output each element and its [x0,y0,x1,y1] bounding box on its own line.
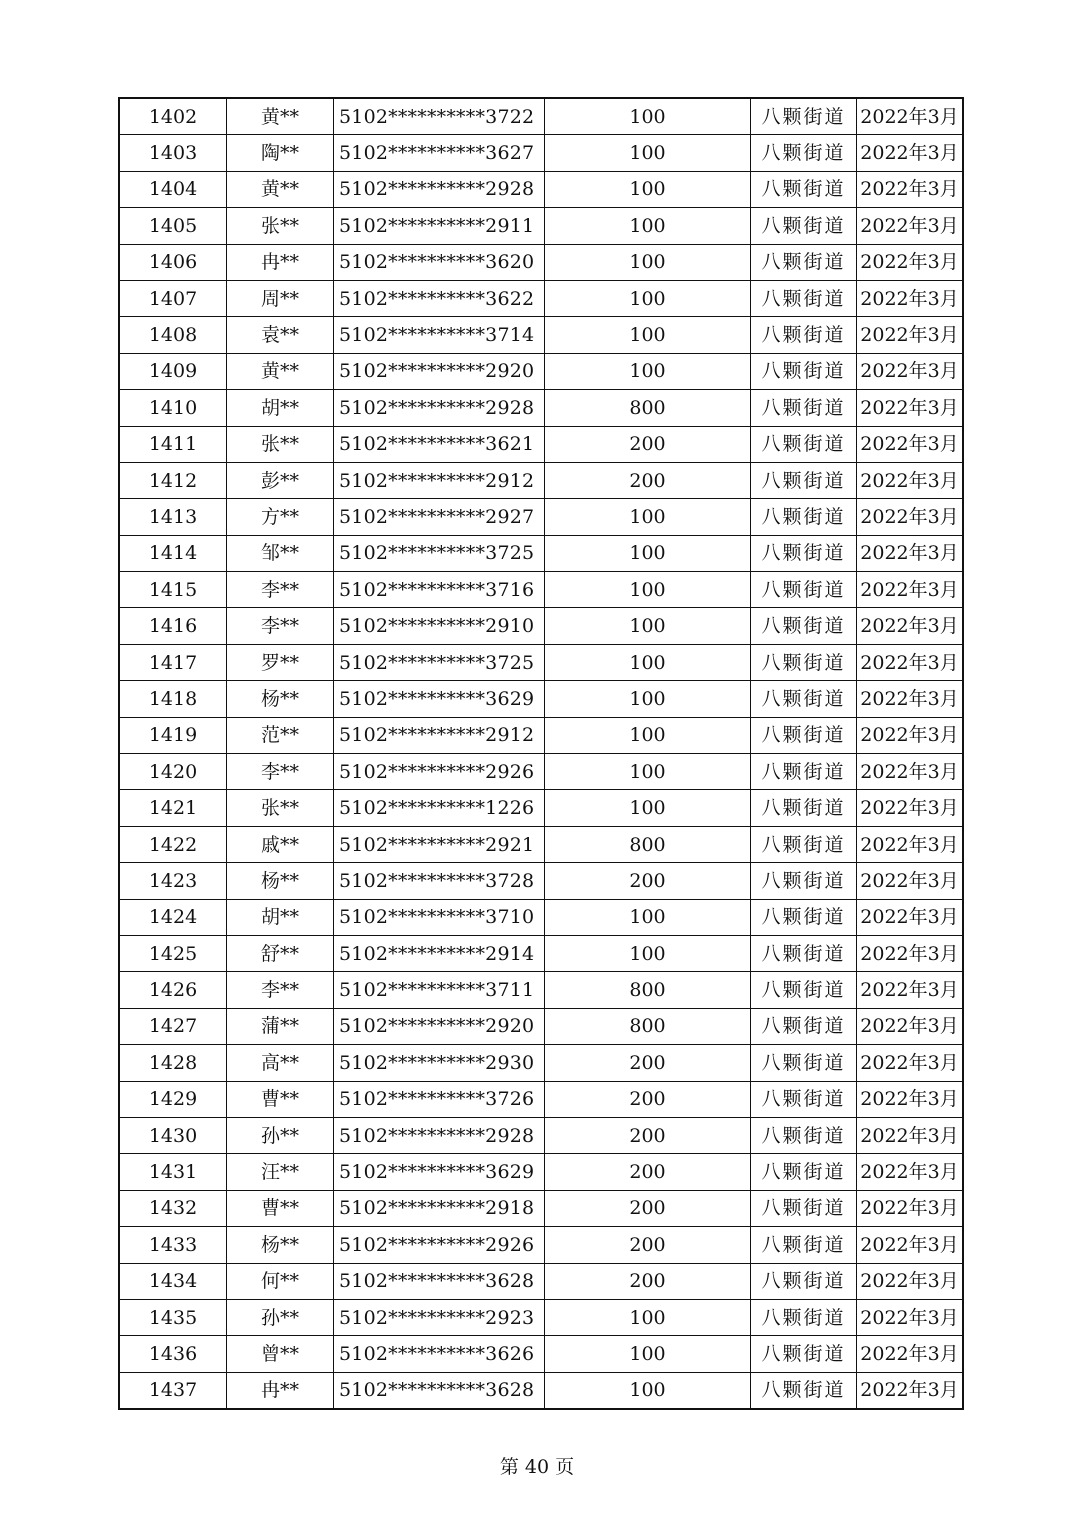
cell-id-number: 5102**********2928 [334,390,545,426]
cell-street: 八颗街道 [751,1008,857,1044]
table-row [119,717,963,753]
cell-amount: 800 [545,972,751,1008]
cell-id-number: 5102**********2920 [334,353,545,389]
cell-amount: 100 [545,899,751,935]
cell-street: 八颗街道 [751,1081,857,1117]
cell-name: 冉** [227,1372,334,1409]
cell-amount: 100 [545,280,751,316]
cell-name: 罗** [227,644,334,680]
cell-street: 八颗街道 [751,1154,857,1190]
cell-date: 2022年3月 [857,572,964,608]
cell-serial-number: 1432 [119,1190,227,1226]
cell-name: 李** [227,754,334,790]
table-row [119,790,963,826]
cell-id-number: 5102**********3725 [334,644,545,680]
cell-amount: 100 [545,572,751,608]
cell-serial-number: 1425 [119,935,227,971]
cell-amount: 200 [545,1081,751,1117]
cell-amount: 800 [545,390,751,426]
cell-id-number: 5102**********3626 [334,1336,545,1372]
cell-amount: 100 [545,353,751,389]
cell-serial-number: 1437 [119,1372,227,1409]
cell-serial-number: 1421 [119,790,227,826]
cell-name: 孙** [227,1299,334,1335]
cell-amount: 200 [545,863,751,899]
cell-serial-number: 1419 [119,717,227,753]
cell-date: 2022年3月 [857,390,964,426]
cell-amount: 100 [545,681,751,717]
cell-name: 黄** [227,98,334,135]
cell-name: 李** [227,608,334,644]
cell-street: 八颗街道 [751,863,857,899]
cell-date: 2022年3月 [857,1299,964,1335]
cell-date: 2022年3月 [857,171,964,207]
cell-serial-number: 1415 [119,572,227,608]
cell-name: 曾** [227,1336,334,1372]
cell-serial-number: 1430 [119,1117,227,1153]
cell-id-number: 5102**********2930 [334,1045,545,1081]
cell-date: 2022年3月 [857,280,964,316]
cell-serial-number: 1420 [119,754,227,790]
cell-name: 曹** [227,1081,334,1117]
cell-street: 八颗街道 [751,899,857,935]
cell-name: 张** [227,426,334,462]
cell-id-number: 5102**********3621 [334,426,545,462]
cell-name: 孙** [227,1117,334,1153]
cell-id-number: 5102**********2911 [334,208,545,244]
cell-date: 2022年3月 [857,1336,964,1372]
cell-id-number: 5102**********3620 [334,244,545,280]
cell-date: 2022年3月 [857,899,964,935]
cell-id-number: 5102**********2918 [334,1190,545,1226]
cell-street: 八颗街道 [751,535,857,571]
table-row [119,1081,963,1117]
cell-serial-number: 1410 [119,390,227,426]
cell-date: 2022年3月 [857,317,964,353]
cell-street: 八颗街道 [751,426,857,462]
cell-street: 八颗街道 [751,826,857,862]
cell-serial-number: 1414 [119,535,227,571]
table-row [119,1336,963,1372]
cell-amount: 200 [545,426,751,462]
cell-date: 2022年3月 [857,1081,964,1117]
cell-name: 胡** [227,390,334,426]
cell-id-number: 5102**********2927 [334,499,545,535]
table-row [119,1263,963,1299]
cell-serial-number: 1418 [119,681,227,717]
cell-street: 八颗街道 [751,208,857,244]
cell-name: 曹** [227,1190,334,1226]
cell-name: 张** [227,208,334,244]
cell-amount: 100 [545,499,751,535]
cell-street: 八颗街道 [751,644,857,680]
cell-serial-number: 1416 [119,608,227,644]
cell-serial-number: 1431 [119,1154,227,1190]
cell-serial-number: 1408 [119,317,227,353]
cell-street: 八颗街道 [751,1045,857,1081]
cell-street: 八颗街道 [751,1117,857,1153]
cell-serial-number: 1433 [119,1227,227,1263]
cell-amount: 100 [545,98,751,135]
cell-serial-number: 1407 [119,280,227,316]
cell-street: 八颗街道 [751,681,857,717]
table-row [119,317,963,353]
cell-serial-number: 1428 [119,1045,227,1081]
table-row [119,1372,963,1409]
cell-amount: 100 [545,935,751,971]
table-row [119,1154,963,1190]
cell-street: 八颗街道 [751,353,857,389]
cell-street: 八颗街道 [751,1372,857,1409]
table-row [119,1117,963,1153]
cell-name: 戚** [227,826,334,862]
table-row [119,1227,963,1263]
cell-name: 高** [227,1045,334,1081]
cell-street: 八颗街道 [751,972,857,1008]
cell-name: 范** [227,717,334,753]
table-row [119,1045,963,1081]
cell-amount: 200 [545,462,751,498]
cell-serial-number: 1424 [119,899,227,935]
cell-name: 彭** [227,462,334,498]
cell-date: 2022年3月 [857,972,964,1008]
cell-amount: 100 [545,208,751,244]
cell-street: 八颗街道 [751,717,857,753]
cell-amount: 100 [545,244,751,280]
cell-id-number: 5102**********3728 [334,863,545,899]
cell-id-number: 5102**********3710 [334,899,545,935]
cell-name: 陶** [227,135,334,171]
table-row [119,572,963,608]
cell-id-number: 5102**********2912 [334,462,545,498]
table-row [119,135,963,171]
cell-id-number: 5102**********2928 [334,171,545,207]
cell-name: 黄** [227,353,334,389]
cell-id-number: 5102**********2923 [334,1299,545,1335]
cell-date: 2022年3月 [857,244,964,280]
data-table [118,97,964,1410]
cell-id-number: 5102**********1226 [334,790,545,826]
page-number: 第 40 页 [499,1456,575,1478]
cell-date: 2022年3月 [857,1372,964,1409]
cell-id-number: 5102**********3628 [334,1263,545,1299]
cell-date: 2022年3月 [857,135,964,171]
cell-amount: 800 [545,826,751,862]
table-row [119,1008,963,1044]
cell-id-number: 5102**********3622 [334,280,545,316]
cell-date: 2022年3月 [857,935,964,971]
cell-id-number: 5102**********3722 [334,98,545,135]
table-row [119,681,963,717]
cell-date: 2022年3月 [857,1045,964,1081]
cell-id-number: 5102**********2914 [334,935,545,971]
cell-date: 2022年3月 [857,535,964,571]
table-row [119,208,963,244]
cell-street: 八颗街道 [751,1190,857,1226]
cell-id-number: 5102**********2928 [334,1117,545,1153]
cell-street: 八颗街道 [751,1227,857,1263]
cell-amount: 100 [545,754,751,790]
cell-amount: 100 [545,1299,751,1335]
cell-serial-number: 1406 [119,244,227,280]
cell-date: 2022年3月 [857,499,964,535]
table-row [119,244,963,280]
table-row [119,280,963,316]
cell-street: 八颗街道 [751,135,857,171]
cell-serial-number: 1434 [119,1263,227,1299]
cell-date: 2022年3月 [857,863,964,899]
cell-street: 八颗街道 [751,754,857,790]
cell-date: 2022年3月 [857,1263,964,1299]
cell-amount: 100 [545,135,751,171]
cell-serial-number: 1426 [119,972,227,1008]
table-row [119,535,963,571]
cell-date: 2022年3月 [857,1154,964,1190]
cell-date: 2022年3月 [857,1117,964,1153]
cell-name: 方** [227,499,334,535]
cell-serial-number: 1427 [119,1008,227,1044]
cell-amount: 100 [545,1372,751,1409]
cell-amount: 100 [545,608,751,644]
cell-street: 八颗街道 [751,171,857,207]
cell-name: 黄** [227,171,334,207]
cell-amount: 800 [545,1008,751,1044]
cell-name: 蒲** [227,1008,334,1044]
cell-amount: 100 [545,171,751,207]
cell-serial-number: 1405 [119,208,227,244]
cell-street: 八颗街道 [751,572,857,608]
table-row [119,390,963,426]
cell-amount: 200 [545,1045,751,1081]
cell-id-number: 5102**********2910 [334,608,545,644]
cell-id-number: 5102**********3627 [334,135,545,171]
cell-name: 胡** [227,899,334,935]
cell-amount: 200 [545,1117,751,1153]
cell-date: 2022年3月 [857,1190,964,1226]
cell-date: 2022年3月 [857,826,964,862]
cell-amount: 200 [545,1263,751,1299]
table-row [119,863,963,899]
cell-street: 八颗街道 [751,499,857,535]
cell-id-number: 5102**********3629 [334,681,545,717]
cell-date: 2022年3月 [857,608,964,644]
table-row [119,426,963,462]
cell-name: 杨** [227,681,334,717]
cell-serial-number: 1423 [119,863,227,899]
cell-street: 八颗街道 [751,935,857,971]
cell-date: 2022年3月 [857,717,964,753]
cell-serial-number: 1403 [119,135,227,171]
cell-name: 李** [227,572,334,608]
cell-name: 冉** [227,244,334,280]
cell-street: 八颗街道 [751,462,857,498]
cell-street: 八颗街道 [751,608,857,644]
table-row [119,353,963,389]
table-row [119,935,963,971]
cell-date: 2022年3月 [857,681,964,717]
cell-amount: 100 [545,535,751,571]
cell-id-number: 5102**********2926 [334,1227,545,1263]
cell-id-number: 5102**********3725 [334,535,545,571]
table-row [119,826,963,862]
cell-name: 杨** [227,1227,334,1263]
cell-name: 杨** [227,863,334,899]
cell-street: 八颗街道 [751,790,857,826]
cell-street: 八颗街道 [751,280,857,316]
cell-serial-number: 1404 [119,171,227,207]
cell-date: 2022年3月 [857,1008,964,1044]
cell-id-number: 5102**********2926 [334,754,545,790]
cell-name: 周** [227,280,334,316]
table-row [119,499,963,535]
cell-name: 汪** [227,1154,334,1190]
cell-amount: 100 [545,644,751,680]
cell-serial-number: 1417 [119,644,227,680]
cell-id-number: 5102**********3716 [334,572,545,608]
cell-name: 张** [227,790,334,826]
cell-amount: 100 [545,717,751,753]
cell-date: 2022年3月 [857,462,964,498]
cell-id-number: 5102**********3711 [334,972,545,1008]
cell-id-number: 5102**********3714 [334,317,545,353]
cell-id-number: 5102**********2921 [334,826,545,862]
cell-date: 2022年3月 [857,98,964,135]
table-row [119,1299,963,1335]
cell-amount: 100 [545,790,751,826]
cell-serial-number: 1409 [119,353,227,389]
cell-amount: 200 [545,1227,751,1263]
cell-date: 2022年3月 [857,644,964,680]
table-row [119,899,963,935]
cell-amount: 200 [545,1190,751,1226]
cell-street: 八颗街道 [751,390,857,426]
table-row [119,1190,963,1226]
cell-serial-number: 1435 [119,1299,227,1335]
cell-street: 八颗街道 [751,98,857,135]
cell-date: 2022年3月 [857,1227,964,1263]
cell-amount: 100 [545,1336,751,1372]
cell-serial-number: 1413 [119,499,227,535]
cell-date: 2022年3月 [857,754,964,790]
cell-name: 邹** [227,535,334,571]
cell-id-number: 5102**********2920 [334,1008,545,1044]
cell-id-number: 5102**********2912 [334,717,545,753]
cell-name: 袁** [227,317,334,353]
cell-street: 八颗街道 [751,1299,857,1335]
cell-serial-number: 1411 [119,426,227,462]
cell-date: 2022年3月 [857,208,964,244]
cell-name: 舒** [227,935,334,971]
cell-serial-number: 1402 [119,98,227,135]
cell-date: 2022年3月 [857,353,964,389]
table-row [119,608,963,644]
table-row [119,98,963,135]
cell-amount: 100 [545,317,751,353]
cell-date: 2022年3月 [857,426,964,462]
cell-street: 八颗街道 [751,244,857,280]
cell-date: 2022年3月 [857,790,964,826]
cell-serial-number: 1436 [119,1336,227,1372]
cell-serial-number: 1412 [119,462,227,498]
table-row [119,754,963,790]
cell-id-number: 5102**********3629 [334,1154,545,1190]
cell-street: 八颗街道 [751,317,857,353]
table-row [119,644,963,680]
table-body [119,98,963,1409]
table-row [119,171,963,207]
cell-serial-number: 1429 [119,1081,227,1117]
cell-serial-number: 1422 [119,826,227,862]
cell-id-number: 5102**********3726 [334,1081,545,1117]
cell-name: 李** [227,972,334,1008]
cell-amount: 200 [545,1154,751,1190]
cell-street: 八颗街道 [751,1263,857,1299]
cell-id-number: 5102**********3628 [334,1372,545,1409]
cell-street: 八颗街道 [751,1336,857,1372]
cell-name: 何** [227,1263,334,1299]
table-row [119,972,963,1008]
table-row [119,462,963,498]
